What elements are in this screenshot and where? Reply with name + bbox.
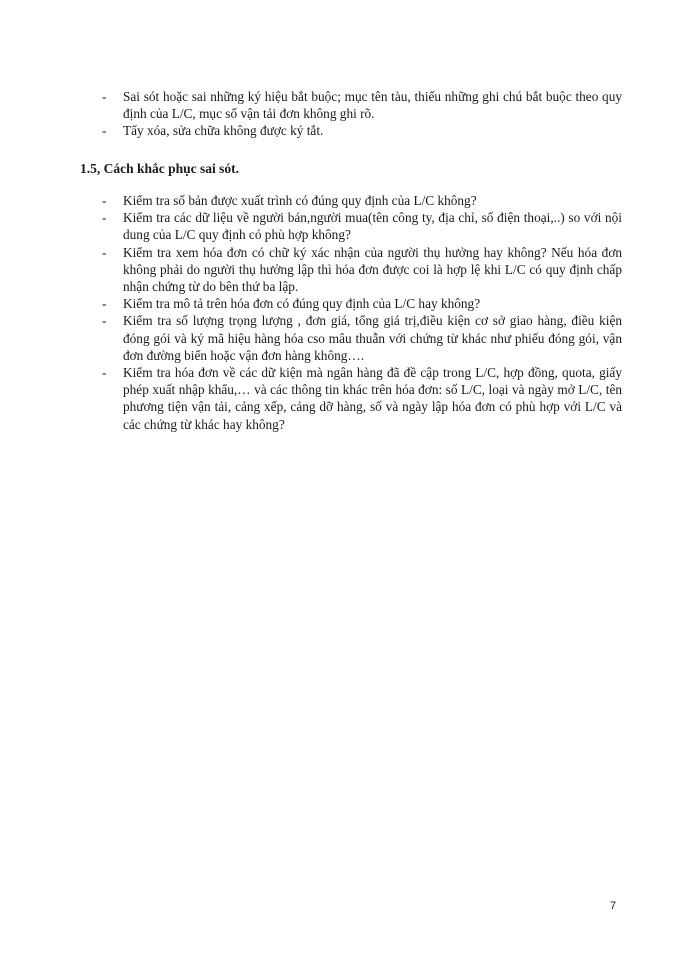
list-item [102, 209, 622, 243]
bullet-dash: - [102, 365, 107, 381]
list-item [102, 192, 622, 209]
list-item-text: Kiểm tra số lượng trọng lượng , đơn giá, tổng giá trị,điều kiện cơ sở giao hàng, điều kiện đóng gói và ký mã hiệu hàng hóa cso mâu thuẫn với chứng từ khác như phiếu đóng gói, vận đơn đường biển hoặc vận đơn hàng không…. [123, 313, 622, 363]
bullet-dash: - [102, 244, 107, 260]
list-item-text: Tẩy xóa, sửa chữa không được ký tắt. [123, 123, 324, 139]
list-item [102, 244, 622, 296]
bullet-dash: - [102, 123, 107, 139]
list-item-text: Kiểm tra các dữ liệu về người bán,người mua(tên công ty, địa chỉ, số điện thoại,..) so với nội dung của L/C quy định có phù hợp không? [123, 210, 622, 243]
bullet-dash: - [102, 313, 107, 329]
bullet-dash: - [102, 210, 107, 226]
bullet-dash: - [102, 89, 107, 104]
list-item [102, 364, 622, 433]
list-item [102, 122, 622, 139]
error-list [102, 88, 622, 140]
page-number: 7 [610, 900, 617, 912]
list-item-text: Kiểm tra xem hóa đơn có chữ ký xác nhận của người thụ hưởng hay không? Nếu hóa đơn không phải do người thụ hưởng lập thì hóa đơn được coi là hợp lệ khi L/C có quy định chấp nhận chứng từ do bên thứ ba lập. [123, 244, 622, 295]
list-item-text: Sai sót hoặc sai những ký hiệu bắt buộc; mục tên tàu, thiếu những ghi chú bắt buộc theo quy định của L/C, mục số vận tải đơn không ghi rõ. [123, 89, 622, 122]
list-item-text: Kiểm tra hóa đơn về các dữ kiện mà ngân hàng đã đề cập trong L/C, hợp đồng, quota, giấy phép xuất nhập khẩu,… và các thông tin khác trên hóa đơn: số L/C, loại và ngày mở L/C, tên phương tiện vận tải, cảng xếp, cảng dỡ hàng, số và ngày lập hóa đơn có phù hợp với L/C và các chứng từ khác hay không? [123, 365, 622, 432]
bullet-dash: - [102, 193, 107, 208]
list-item [102, 312, 622, 364]
list-item [102, 295, 622, 312]
bullet-dash: - [102, 296, 107, 312]
list-item-text: Kiểm tra số bản được xuất trình có đúng quy định của L/C không? [123, 193, 477, 208]
section-heading: 1.5, Cách khắc phục sai sót. [80, 161, 240, 176]
list-item [102, 88, 622, 122]
list-item-text: Kiểm tra mô tả trên hóa đơn có đúng quy định của L/C hay không? [123, 296, 481, 312]
remedy-list [102, 192, 622, 433]
